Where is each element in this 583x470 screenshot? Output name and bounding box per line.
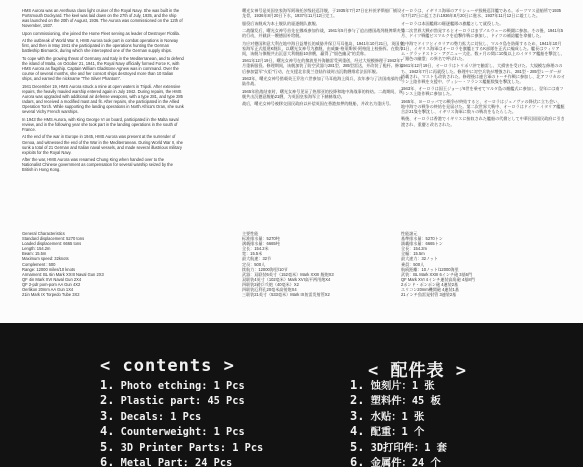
parts-item (350, 378, 447, 393)
chinese-paragraph: 曙光女神号是英国皇家海军阿瑞托莎级轻巡洋舰，于1935年7月27日在朴茨茅斯船厂铺设龙骨，1936年8月20日下水，1937年11月12日完工。 (242, 8, 402, 19)
item-number: 5. (350, 439, 365, 454)
spec-line: 最大速力：32ノット (401, 256, 439, 262)
japanese-history-column (401, 8, 565, 129)
item-number: 3. (100, 408, 115, 423)
item-text: 塑料件：45 板 (370, 395, 441, 408)
spec-line: 全長：154.2m (401, 246, 427, 252)
item-text: 水贴：1 张 (370, 410, 425, 423)
spec-line: 主要性能 (242, 231, 259, 236)
spec-line: Armament: BL 6in Mark XXIII Naval Gun 2X3 (22, 271, 104, 277)
english-paragraph: At the outbreak of World War II, HMS Aurora took part in combat operations in Norway first, and then in May 1941 she participated in the operations hunting the German battleship Bismarck, during which she intercepted one of the German supply ships. (22, 38, 179, 54)
english-paragraph: HMS Aurora was an Arethusa class light cruiser of the Royal Navy. She was built in the Portsmouth Dockyard. The keel was laid down on the 27th of July, 1935, and the ship was launched on the 20th of August, 1936. The Aurora was commissioned on the 12th of November, 1937. (22, 8, 183, 29)
item-number: 1. (100, 378, 115, 392)
item-text: 金属件：24 个 (370, 457, 441, 470)
japanese-paragraph: 1941年12月19日、オーロラはトリポリ沖で触雷し、大損害を受けた。大規模な修理ののち、1942年7月に再就役した。修理中に対空兵装が増強され、281型・285型レーダーが搭載され、マストも改装された。修理後は連合軍のトーチ作戦に参加し、北アフリカのオラン上陸作戦を支援中、ヴィシー・フランス艦艇数隻を撃沈した。 (401, 63, 565, 84)
spec-line: 満載排水量：6665トン (401, 241, 443, 247)
contents-item (100, 409, 263, 424)
spec-line: Range: 12000 miles/10 knots (22, 266, 76, 272)
english-paragraph: At the end of the war in Europe in 1945, HMS Aurora was present at the surrender of Genoa, and witnessed the end of the War in the Mediterranean. During World War II, she sunk a total of 21 German and Italian naval vessels, and made several illustrious military exploits for the Royal Navy. (22, 134, 183, 155)
item-text: 3D打印件：1 套 (370, 441, 447, 454)
japanese-paragraph: 地中海でドイツとイタリアの勢力拡大に対抗し、マルタ島を防衛するため、1941年10月21日、イギリス海軍はオーロラを旗艦とするK部隊を正式に編成した。艦長はウィリアム・グラッドストン・アグニュー大佐。数ヶ月の間に10隻以上のイタリア艦船を撃沈し、「銀色の幽霊」の異名で呼ばれた。 (401, 40, 565, 61)
english-history-column (22, 8, 184, 175)
item-number: 6. (100, 455, 115, 470)
spec-line: 定员：500人 (242, 261, 266, 267)
japanese-specifications (401, 231, 565, 297)
spec-line: 性能諸元 (401, 231, 418, 236)
contents-list (100, 378, 263, 470)
parts-item (350, 393, 447, 408)
english-paragraph: In 1943 the HMS Aurora, with King George VI on board, participated in the Malta naval review, and in the following year she took part in the landing operations in the south of France. (22, 116, 179, 132)
english-paragraph: After the war, HMS Aurora was renamed Chung King when handed over to the Nationalist Chinese government as compensation for several warship seized by the British in Hong Kong. (22, 157, 173, 173)
english-specifications (22, 231, 192, 297)
chinese-paragraph: 1945年欧战结束时，曙光女神号见证了热那亚的投降和地中海战事的终结。二战期间，该舰共击沉德意舰船21艘，为英国皇家海军立下赫赫战功。 (242, 88, 403, 99)
parts-item (350, 424, 447, 439)
parts-item (350, 409, 447, 424)
spec-line: 全长：154.2米 (242, 246, 269, 252)
spec-line: 续航力：12000海里/10节 (242, 266, 288, 272)
spec-line: 满载排水量：6665吨 (242, 241, 280, 247)
item-number: 2. (100, 393, 115, 408)
item-number: 4. (100, 424, 115, 439)
spec-line: エリコン20mm機関砲 4連装1基 (401, 287, 459, 293)
chinese-paragraph: 为应对德国和意大利在地中海日益增长的威胁并保卫马耳他岛，1941年10月21日，英国皇家海军正式组建K舰队，以曙光女神号为旗舰，由威廉·格莱斯顿·阿格纽上校指挥。在数月间，该舰与僚舰共击沉意大利舰船10余艘，赢得了"银色幽灵"的美称。 (242, 40, 404, 56)
japanese-paragraph: 1945年、ヨーロッパでの戦争が終結すると、オーロラはジェノヴァの降伏に立ち会い、地中海での戦争の終結を見届けた。第二次世界大戦中、オーロラはドイツ・イタリア艦艇合計21隻を撃沈し、イギリス海軍に数々の戦功をもたらした。 (401, 98, 565, 114)
spec-line: 武器：双联装6英寸（152毫米）Mark XXIII 舰炮X3 (242, 271, 334, 277)
chinese-specifications (242, 231, 402, 297)
item-text: Metal Part: 24 Pcs (120, 457, 233, 470)
contents-item (100, 440, 263, 455)
item-text: 配重：1 个 (370, 426, 425, 439)
spec-line: Loaded displacement: 6665 tons (22, 241, 82, 247)
spec-line: 航続距離：10ノット/12000海里 (401, 266, 459, 272)
english-paragraph: Upon commissioning, she joined the Home Fleet serving as leader of Destroyer Flotilla. (22, 30, 180, 36)
spec-line: 宽：15.5米 (242, 251, 263, 257)
spec-line: 21インチ魚雷発射管 3連装2基 (401, 292, 457, 298)
chinese-paragraph: 二战爆发后，曙光女神号首先在挪威参加作战，1941年5月参与了追击德国战列舰俾斯麦号的行动，并截获一艘德国补给舰。 (242, 28, 405, 39)
spec-line: Maximum speed: 32knots (22, 256, 69, 262)
japanese-paragraph: 1943年、オーロラは国王ジョージ6世を乗せてマルタ島の観艦式に参加し、翌年には南フランス上陸作戦に参加した。 (401, 86, 564, 97)
spec-line: Oerlikon 20mm AA Gun 1X4 (22, 287, 74, 293)
contents-item (100, 424, 263, 439)
spec-line: 三联装21英寸（533毫米）Mark IX鱼雷发射管X2 (242, 292, 330, 298)
spec-line: QF 4in Mark XVI Naval Gun 2X4 (22, 276, 82, 282)
spec-line: Complement : 500 (22, 261, 56, 267)
chinese-paragraph: 服役后该舰成为本土舰队的驱逐舰队旗舰。 (242, 20, 320, 26)
item-number: 6. (350, 455, 365, 470)
item-text: 3D Printer Parts: 1 Pcs (120, 441, 264, 454)
spec-line: 武装：BL Mark XXIII 6インチ砲 3基6門 (401, 271, 473, 277)
spec-line: 21in Mark IX Torpedo Tube 3X2 (22, 292, 80, 298)
spec-line: 最大航速：32节 (242, 256, 272, 262)
contents-band (0, 323, 583, 470)
item-number: 3. (350, 408, 365, 423)
item-text: Counterweight: 1 Pcs (120, 426, 245, 439)
item-text: Decals: 1 Pcs (120, 410, 202, 423)
parts-list-title: < 配件表 > (368, 361, 467, 381)
spec-line: Standard displacement: 5270 tons (22, 236, 85, 242)
spec-line: QF 2-pdr pom-pom AA Gun 4X2 (22, 281, 81, 287)
chinese-paragraph: 1943年，曙光女神号搭载英王乔治六世参加了马耳他海上阅兵，次年参与了法国南部的登陆作战。 (242, 75, 403, 87)
spec-line: Beam: 15.5m (22, 251, 47, 257)
chinese-history-column (242, 8, 405, 109)
contents-title: < contents > (100, 356, 235, 376)
spec-line: 2ポンド・ポンポン砲 4連装2基 (401, 281, 459, 287)
item-number: 4. (350, 424, 365, 439)
spec-line: 四联装2磅乒乓炮（40毫米）X2 (242, 281, 299, 287)
contents-item (100, 378, 263, 393)
spec-line: QF Mark XVI 4インチ連装高角砲 4基8門 (401, 276, 475, 282)
japanese-paragraph: 第二次世界大戦が勃発するとオーロラはまずノルウェーの戦闘に参加。その後、1941年5月、ドイツ戦艦ビスマルクを追撃作戦に参加し、ドイツの補給艦を拿捕した。 (401, 28, 564, 39)
spec-line: Length: 154.2m (22, 246, 51, 252)
parts-item (350, 455, 447, 470)
japanese-paragraph: オーロラは、イギリス海軍のアリシューザ級軽巡洋艦である。ポーツマス造船所で1935年7月27日に起工され1936年8月20日に進水、1937年11月12日に竣工した。 (401, 8, 562, 19)
item-number: 1. (350, 378, 365, 392)
spec-line: 基準排水量：5270トン (401, 236, 443, 242)
spec-line: 四联装厄利孔20毫米高射炮X4 (242, 287, 297, 293)
spec-line: 乗員：500人 (401, 261, 425, 267)
spec-line: 标准排水量：5270吨 (242, 236, 280, 242)
item-text: 蚀刻片：1 张 (370, 380, 435, 392)
parts-item (350, 440, 447, 455)
english-paragraph: 1941 December 19, HMS Aurora struck a mine at open waters in Tripoli. After extensive repairs, the heavily mauled warship entered again in July 1942. During repairs, the HMS Aurora was upgraded with additional air defense weapons, with a type 281, and type 285 radars, and received a modified mast and fit. After repairs, she participated in the Allied Operation Torch. While supporting the landing operations in North Africa's Oran, she sunk several Vichy French warships. (22, 83, 184, 115)
japanese-paragraph: 戦後、オーロラは香港でイギリスに接収された艦船の代償として中華民国国民政府に引き渡され、重慶と改名された。 (401, 116, 565, 127)
chinese-paragraph: 1941年12月19日，曙光女神号在的黎波里外海触雷受到重创，经过大规模修理于1942年7月重新服役。修理期间，该舰加装了防空武器与281型、285型雷达，并改装了桅杆。修复后参加盟军"火炬"行动，在支援北非奥兰登陆作战时击沉数艘维希法国军舰。 (242, 58, 404, 74)
japanese-paragraph: オーロラは本国艦隊の駆逐艦隊の旗艦として就役した。 (401, 20, 504, 26)
item-number: 5. (100, 439, 115, 454)
contents-item (100, 455, 263, 470)
english-paragraph: To cope with the growing threat of Germany and Italy in the Mediterranean, and to defend the island of Malta, on October 21, 1941, the Royal Navy officially formed Force K, with HMS Aurora as flagship. Captain William Gladstone Agnew was in command. Over the course of several months, she and her consort ships destroyed more than 10 Italian ships, and earned the nickname "The Silver Phantom". (22, 55, 184, 82)
chinese-paragraph: 战后，曙光女神号被移交国民政府以补偿英国在香港扣押的舰船，并改名为重庆号。 (242, 101, 394, 107)
spec-line: 双联装4英寸（102毫米）Mark XVI高平两用炮X4 (242, 276, 331, 282)
spec-line: 全幅：15.5m (401, 251, 425, 257)
contents-item (100, 393, 263, 408)
item-text: Plastic part: 45 Pcs (120, 395, 245, 408)
item-text: Photo etching: 1 Pcs (120, 380, 245, 392)
spec-line: General Characteristics (22, 231, 65, 236)
item-number: 2. (350, 393, 365, 408)
parts-list (350, 378, 447, 470)
